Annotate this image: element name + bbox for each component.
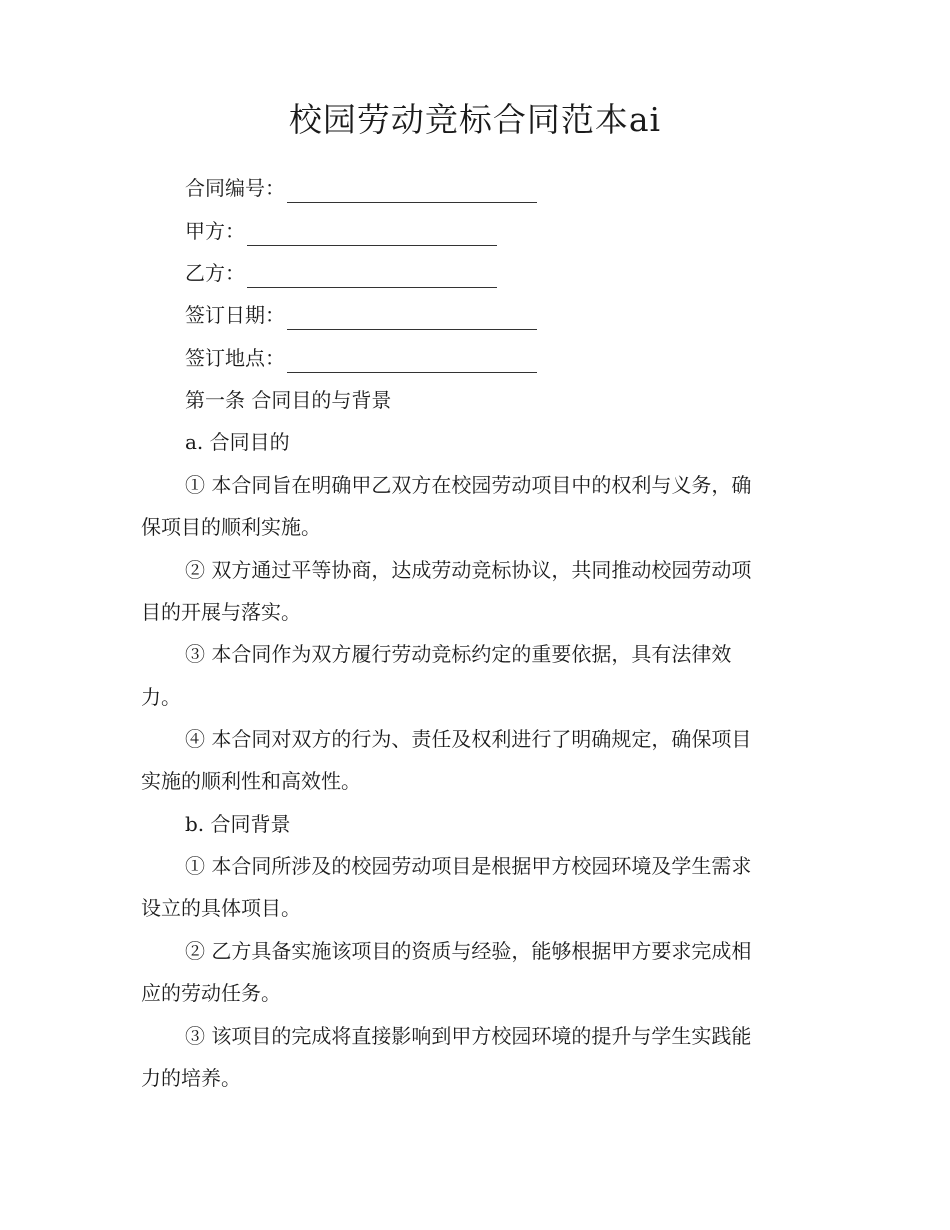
fill-in-blank [287,350,537,373]
section-a-heading: a. 合同目的 [185,430,290,454]
paragraph-line: ① 本合同所涉及的校园劳动项目是根据甲方校园环境及学生需求 [185,854,752,878]
document-title: 校园劳动竞标合同范本ai [288,100,662,139]
paragraph-line: ④ 本合同对双方的行为、责任及权利进行了明确规定，确保项目 [185,727,752,751]
party-b-field [185,258,497,288]
paragraph-line: ③ 该项目的完成将直接影响到甲方校园环境的提升与学生实践能 [185,1024,752,1048]
fill-in-blank [287,180,537,203]
paragraph-line: ② 双方通过平等协商，达成劳动竞标协议，共同推动校园劳动项 [185,558,752,582]
contract-number-field [185,173,537,203]
fill-in-blank [287,307,537,330]
signing-place-field [185,343,537,373]
field-label: 甲方： [185,219,245,243]
paragraph-line: 目的开展与落实。 [141,600,301,624]
paragraph-line: 力。 [141,685,181,709]
party-a-field [185,216,497,246]
paragraph-line: ② 乙方具备实施该项目的资质与经验，能够根据甲方要求完成相 [185,939,752,963]
paragraph-line: 应的劳动任务。 [141,981,281,1005]
article-heading: 第一条 合同目的与背景 [185,388,392,412]
paragraph-line: ① 本合同旨在明确甲乙双方在校园劳动项目中的权利与义务，确 [185,473,752,497]
field-label: 乙方： [185,261,245,285]
field-label: 合同编号： [185,176,285,200]
fill-in-blank [247,223,497,246]
field-label: 签订日期： [185,303,285,327]
fill-in-blank [247,265,497,288]
paragraph-line: 保项目的顺利实施。 [141,515,321,539]
paragraph-line: 设立的具体项目。 [141,896,301,920]
paragraph-line: ③ 本合同作为双方履行劳动竞标约定的重要依据，具有法律效 [185,642,732,666]
field-label: 签订地点： [185,346,285,370]
paragraph-line: 实施的顺利性和高效性。 [141,769,361,793]
signing-date-field [185,300,537,330]
section-b-heading: b. 合同背景 [185,812,291,836]
paragraph-line: 力的培养。 [141,1066,241,1090]
